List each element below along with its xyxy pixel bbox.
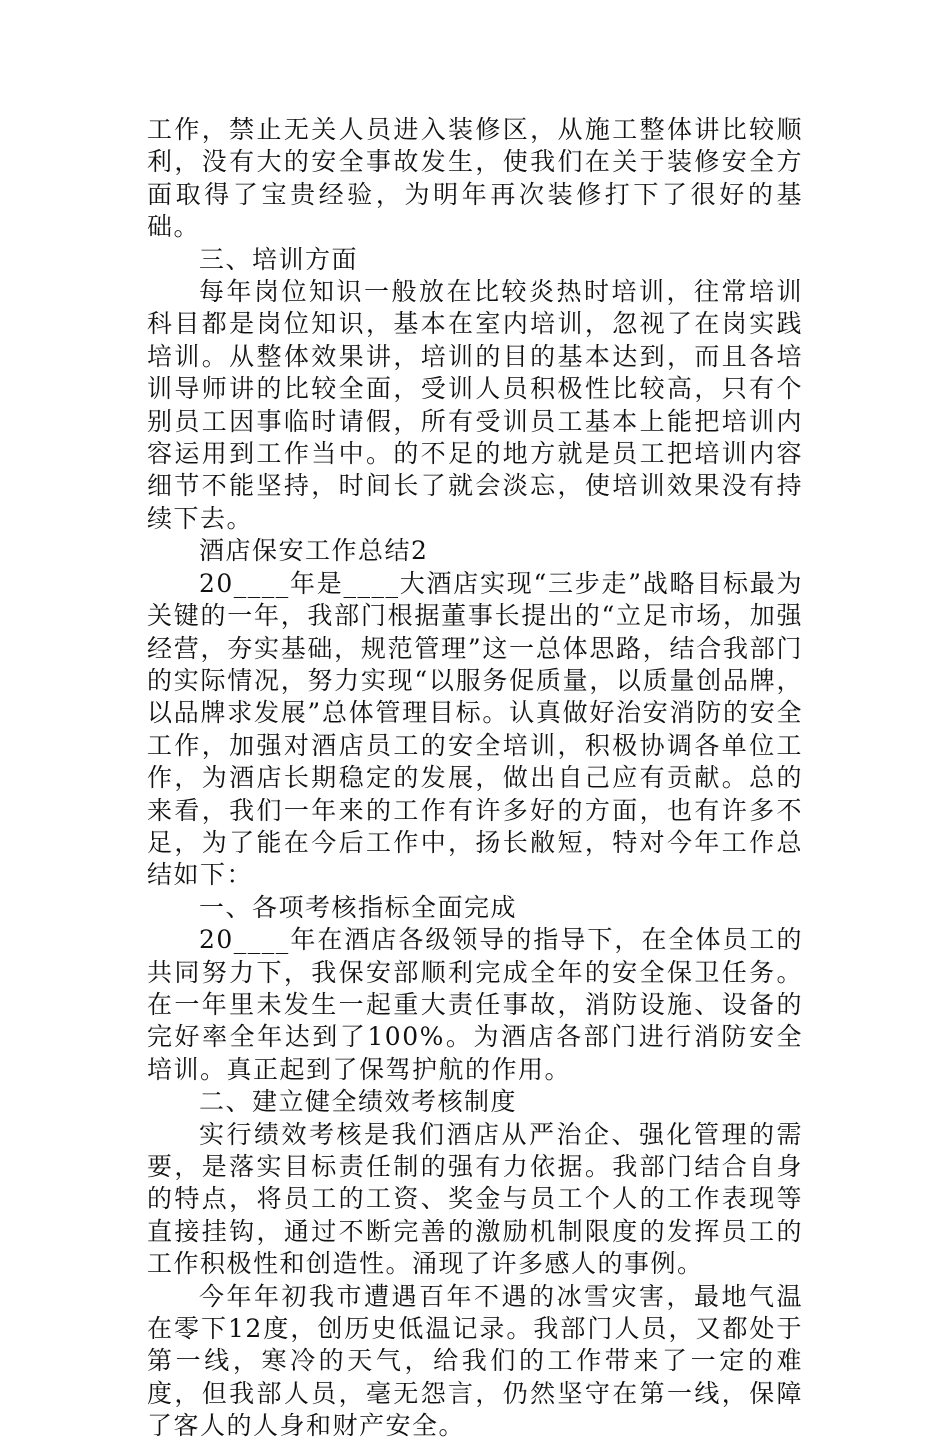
paragraph-training: 每年岗位知识一般放在比较炎热时培训，往常培训科目都是岗位知识，基本在室内培训，忽视了在岗实践培训。从整体效果讲，培训的目的基本达到，而且各培训导师讲的比较全面，受训人员积极性比较高，只有个别员工因事临时请假，所有受训员工基本上能把培训内容运用到工作当中。的不足的地方就是员工把培训内容细节不能坚持，时间长了就会淡忘，使培训效果没有持续下去。 [147, 277, 803, 533]
paragraph-assessment: 20____年在酒店各级领导的指导下，在全体员工的共同努力下，我保安部顺利完成全年的安全保卫任务。在一年里未发生一起重大责任事故，消防设施、设备的完好率全年达到了100%。为酒店各部门进行消防安全培训。真正起到了保驾护航的作用。 [147, 925, 803, 1084]
document-title-summary-2: 酒店保安工作总结2 [199, 536, 429, 566]
section-heading-assessment: 一、各项考核指标全面完成 [199, 892, 518, 922]
paragraph-winter-disaster: 今年年初我市遭遇百年不遇的冰雪灾害，最地气温在零下12度，创历史低温记录。我部门人员，又都处于第一线，寒冷的天气，给我们的工作带来了一定的难度，但我部人员，毫无怨言，仍然坚守在第一线，保障了客人的人身和财产安全。 [147, 1281, 803, 1441]
paragraph-intro-continuation: 工作，禁止无关人员进入装修区，从施工整体讲比较顺利，没有大的安全事故发生，使我们在关于装修安全方面取得了宝贵经验，为明年再次装修打下了很好的基础。 [147, 115, 803, 242]
paragraph-performance-system: 实行绩效考核是我们酒店从严治企、强化管理的需要，是落实目标责任制的强有力依据。我部门结合自身的特点，将员工的工资、奖金与员工个人的工作表现等直接挂钩，通过不断完善的激励机制限度的发挥员工的工作积极性和创造性。涌现了许多感人的事例。 [147, 1119, 803, 1279]
document-body [147, 114, 803, 1443]
section-heading-training: 三、培训方面 [199, 244, 359, 274]
section-heading-performance-system: 二、建立健全绩效考核制度 [199, 1087, 518, 1117]
paragraph-summary-intro: 20____年是____大酒店实现“三步走”战略目标最为关键的一年，我部门根据董事长提出的“立足市场，加强经营，夯实基础，规范管理”这一总体思路，结合我部门的实际情况，努力实现“以服务促质量，以质量创品牌，以品牌求发展”总体管理目标。认真做好治安消防的安全工作，加强对酒店员工的安全培训，积极协调各单位工作，为酒店长期稳定的发展，做出自己应有贡献。总的来看，我们一年来的工作有许多好的方面，也有许多不足，为了能在今后工作中，扬长敝短，特对今年工作总结如下： [147, 568, 803, 890]
